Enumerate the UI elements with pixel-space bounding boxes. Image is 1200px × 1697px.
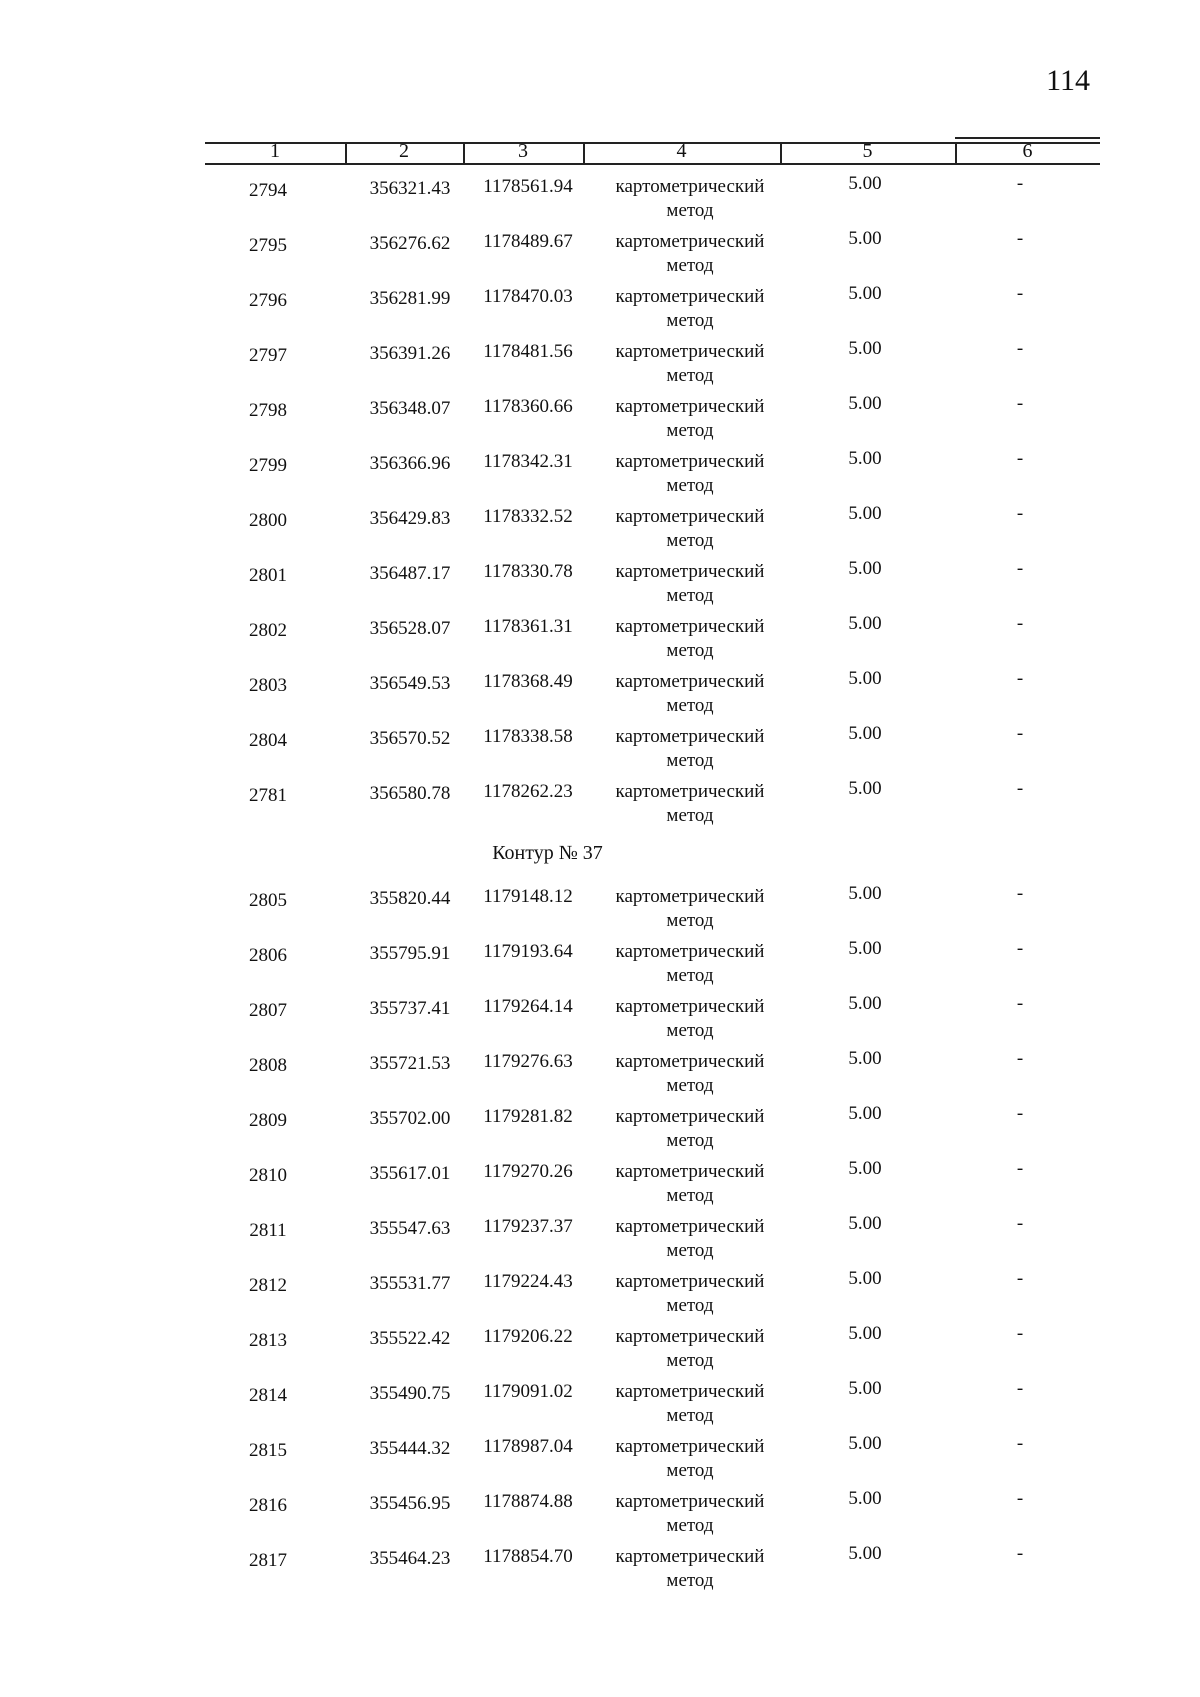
precision-cell: 5.00 bbox=[848, 1543, 882, 1564]
section-title bbox=[205, 830, 1100, 880]
precision-cell: 5.00 bbox=[848, 613, 882, 634]
column-header-3: 3 bbox=[518, 140, 528, 162]
y-coordinate-cell: 1179264.14 bbox=[483, 996, 573, 1017]
precision-cell: 5.00 bbox=[848, 228, 882, 249]
y-coordinate-cell: 1179148.12 bbox=[483, 886, 573, 907]
x-coordinate-cell: 356580.78 bbox=[369, 783, 451, 804]
method-line-1: картометрический bbox=[615, 1436, 765, 1457]
method-line-2: метод bbox=[666, 1020, 714, 1041]
y-coordinate-cell: 1179281.82 bbox=[483, 1106, 573, 1127]
table-row bbox=[205, 1210, 1100, 1265]
note-cell: - bbox=[1016, 393, 1024, 414]
method-cell bbox=[590, 1325, 790, 1373]
precision-cell: 5.00 bbox=[848, 723, 882, 744]
method-cell bbox=[590, 340, 790, 388]
y-coordinate-cell: 1178342.31 bbox=[483, 451, 573, 472]
table-row bbox=[205, 555, 1100, 610]
table-row bbox=[205, 1375, 1100, 1430]
method-line-1: картометрический bbox=[615, 1051, 765, 1072]
note-cell: - bbox=[1016, 173, 1024, 194]
note-cell: - bbox=[1016, 1323, 1024, 1344]
method-cell bbox=[590, 1050, 790, 1098]
note-cell: - bbox=[1016, 503, 1024, 524]
precision-cell: 5.00 bbox=[848, 338, 882, 359]
method-line-1: картометрический bbox=[615, 561, 765, 582]
note-cell: - bbox=[1016, 938, 1024, 959]
precision-cell: 5.00 bbox=[848, 993, 882, 1014]
note-cell: - bbox=[1016, 228, 1024, 249]
x-coordinate-cell: 355795.91 bbox=[369, 943, 451, 964]
precision-cell: 5.00 bbox=[848, 668, 882, 689]
precision-cell: 5.00 bbox=[848, 393, 882, 414]
method-cell bbox=[590, 940, 790, 988]
method-line-1: картометрический bbox=[615, 341, 765, 362]
y-coordinate-cell: 1179237.37 bbox=[483, 1216, 573, 1237]
precision-cell: 5.00 bbox=[848, 503, 882, 524]
y-coordinate-cell: 1178489.67 bbox=[483, 231, 573, 252]
point-number-cell: 2794 bbox=[249, 180, 287, 201]
method-cell bbox=[590, 230, 790, 278]
method-line-1: картометрический bbox=[615, 1326, 765, 1347]
x-coordinate-cell: 355531.77 bbox=[369, 1273, 451, 1294]
header-top-line-extension bbox=[955, 137, 1100, 139]
method-line-1: картометрический bbox=[615, 671, 765, 692]
method-line-2: метод bbox=[666, 420, 714, 441]
header-bottom-line bbox=[205, 163, 1100, 165]
point-number-cell: 2813 bbox=[249, 1330, 287, 1351]
method-line-1: картометрический bbox=[615, 781, 765, 802]
note-cell: - bbox=[1016, 1213, 1024, 1234]
method-line-2: метод bbox=[666, 640, 714, 661]
note-cell: - bbox=[1016, 558, 1024, 579]
point-number-cell: 2806 bbox=[249, 945, 287, 966]
point-number-cell: 2781 bbox=[249, 785, 287, 806]
method-cell bbox=[590, 1545, 790, 1593]
y-coordinate-cell: 1178481.56 bbox=[483, 341, 573, 362]
precision-cell: 5.00 bbox=[848, 448, 882, 469]
method-cell bbox=[590, 615, 790, 663]
method-line-2: метод bbox=[666, 1130, 714, 1151]
table-row bbox=[205, 1320, 1100, 1375]
precision-cell: 5.00 bbox=[848, 1323, 882, 1344]
note-cell: - bbox=[1016, 613, 1024, 634]
method-cell bbox=[590, 1160, 790, 1208]
y-coordinate-cell: 1179224.43 bbox=[483, 1271, 573, 1292]
note-cell: - bbox=[1016, 283, 1024, 304]
method-line-2: метод bbox=[666, 475, 714, 496]
method-cell bbox=[590, 670, 790, 718]
method-line-2: метод bbox=[666, 910, 714, 931]
table-row bbox=[205, 1155, 1100, 1210]
method-line-2: метод bbox=[666, 365, 714, 386]
method-line-2: метод bbox=[666, 1240, 714, 1261]
method-line-1: картометрический bbox=[615, 1161, 765, 1182]
note-cell: - bbox=[1016, 723, 1024, 744]
y-coordinate-cell: 1179193.64 bbox=[483, 941, 573, 962]
method-line-1: картометрический bbox=[615, 231, 765, 252]
point-number-cell: 2805 bbox=[249, 890, 287, 911]
x-coordinate-cell: 355464.23 bbox=[369, 1548, 451, 1569]
y-coordinate-cell: 1178361.31 bbox=[483, 616, 573, 637]
y-coordinate-cell: 1178854.70 bbox=[483, 1546, 573, 1567]
y-coordinate-cell: 1179091.02 bbox=[483, 1381, 573, 1402]
point-number-cell: 2816 bbox=[249, 1495, 287, 1516]
point-number-cell: 2810 bbox=[249, 1165, 287, 1186]
x-coordinate-cell: 356321.43 bbox=[369, 178, 451, 199]
y-coordinate-cell: 1178874.88 bbox=[483, 1491, 573, 1512]
method-line-2: метод bbox=[666, 1295, 714, 1316]
method-line-1: картометрический bbox=[615, 726, 765, 747]
method-line-2: метод bbox=[666, 965, 714, 986]
precision-cell: 5.00 bbox=[848, 1268, 882, 1289]
point-number-cell: 2808 bbox=[249, 1055, 287, 1076]
table-row bbox=[205, 390, 1100, 445]
y-coordinate-cell: 1178368.49 bbox=[483, 671, 573, 692]
method-line-1: картометрический bbox=[615, 176, 765, 197]
method-line-1: картометрический bbox=[615, 506, 765, 527]
note-cell: - bbox=[1016, 1433, 1024, 1454]
table-row bbox=[205, 665, 1100, 720]
column-header-5: 5 bbox=[862, 140, 873, 162]
table-row bbox=[205, 935, 1100, 990]
precision-cell: 5.00 bbox=[848, 1213, 882, 1234]
method-line-1: картометрический bbox=[615, 286, 765, 307]
precision-cell: 5.00 bbox=[848, 778, 882, 799]
precision-cell: 5.00 bbox=[848, 883, 882, 904]
method-cell bbox=[590, 995, 790, 1043]
method-cell bbox=[590, 1490, 790, 1538]
point-number-cell: 2798 bbox=[249, 400, 287, 421]
x-coordinate-cell: 355444.32 bbox=[369, 1438, 451, 1459]
method-cell bbox=[590, 1380, 790, 1428]
method-line-1: картометрический bbox=[615, 1216, 765, 1237]
precision-cell: 5.00 bbox=[848, 1378, 882, 1399]
column-header-6: 6 bbox=[1022, 140, 1033, 162]
method-line-2: метод bbox=[666, 255, 714, 276]
note-cell: - bbox=[1016, 778, 1024, 799]
x-coordinate-cell: 356570.52 bbox=[369, 728, 451, 749]
point-number-cell: 2809 bbox=[249, 1110, 287, 1131]
method-line-1: картометрический bbox=[615, 996, 765, 1017]
x-coordinate-cell: 356391.26 bbox=[369, 343, 451, 364]
precision-cell: 5.00 bbox=[848, 173, 882, 194]
method-line-2: метод bbox=[666, 1515, 714, 1536]
x-coordinate-cell: 355547.63 bbox=[369, 1218, 451, 1239]
x-coordinate-cell: 355702.00 bbox=[369, 1108, 451, 1129]
method-line-2: метод bbox=[666, 1405, 714, 1426]
method-line-2: метод bbox=[666, 695, 714, 716]
method-cell bbox=[590, 560, 790, 608]
point-number-cell: 2811 bbox=[249, 1220, 287, 1241]
method-line-2: метод bbox=[666, 310, 714, 331]
table-row bbox=[205, 1265, 1100, 1320]
table-row bbox=[205, 775, 1100, 830]
table-row bbox=[205, 335, 1100, 390]
precision-cell: 5.00 bbox=[848, 1048, 882, 1069]
method-line-1: картометрический bbox=[615, 616, 765, 637]
method-line-1: картометрический bbox=[615, 1491, 765, 1512]
note-cell: - bbox=[1016, 1543, 1024, 1564]
method-cell bbox=[590, 885, 790, 933]
note-cell: - bbox=[1016, 1268, 1024, 1289]
method-line-2: метод bbox=[666, 750, 714, 771]
x-coordinate-cell: 355737.41 bbox=[369, 998, 451, 1019]
x-coordinate-cell: 356276.62 bbox=[369, 233, 451, 254]
method-line-2: метод bbox=[666, 1075, 714, 1096]
point-number-cell: 2799 bbox=[249, 455, 287, 476]
point-number-cell: 2817 bbox=[249, 1550, 287, 1571]
note-cell: - bbox=[1016, 1378, 1024, 1399]
x-coordinate-cell: 355456.95 bbox=[369, 1493, 451, 1514]
method-cell bbox=[590, 285, 790, 333]
y-coordinate-cell: 1179206.22 bbox=[483, 1326, 573, 1347]
method-line-2: метод bbox=[666, 1350, 714, 1371]
y-coordinate-cell: 1178360.66 bbox=[483, 396, 573, 417]
method-cell bbox=[590, 1215, 790, 1263]
x-coordinate-cell: 356549.53 bbox=[369, 673, 451, 694]
note-cell: - bbox=[1016, 883, 1024, 904]
y-coordinate-cell: 1178330.78 bbox=[483, 561, 573, 582]
y-coordinate-cell: 1178470.03 bbox=[483, 286, 573, 307]
method-cell bbox=[590, 395, 790, 443]
table-row bbox=[205, 225, 1100, 280]
note-cell: - bbox=[1016, 448, 1024, 469]
point-number-cell: 2797 bbox=[249, 345, 287, 366]
precision-cell: 5.00 bbox=[848, 558, 882, 579]
x-coordinate-cell: 355820.44 bbox=[369, 888, 451, 909]
precision-cell: 5.00 bbox=[848, 1103, 882, 1124]
table-row bbox=[205, 720, 1100, 775]
method-line-1: картометрический bbox=[615, 396, 765, 417]
x-coordinate-cell: 355721.53 bbox=[369, 1053, 451, 1074]
y-coordinate-cell: 1179270.26 bbox=[483, 1161, 573, 1182]
method-line-1: картометрический bbox=[615, 451, 765, 472]
precision-cell: 5.00 bbox=[848, 1158, 882, 1179]
y-coordinate-cell: 1178561.94 bbox=[483, 176, 573, 197]
note-cell: - bbox=[1016, 338, 1024, 359]
table-row bbox=[205, 1485, 1100, 1540]
method-line-1: картометрический bbox=[615, 1106, 765, 1127]
table-row bbox=[205, 1540, 1100, 1595]
precision-cell: 5.00 bbox=[848, 1488, 882, 1509]
method-cell bbox=[590, 1270, 790, 1318]
y-coordinate-cell: 1178338.58 bbox=[483, 726, 573, 747]
x-coordinate-cell: 356528.07 bbox=[369, 618, 451, 639]
table-row bbox=[205, 500, 1100, 555]
note-cell: - bbox=[1016, 1158, 1024, 1179]
method-line-1: картометрический bbox=[615, 941, 765, 962]
x-coordinate-cell: 356429.83 bbox=[369, 508, 451, 529]
method-cell bbox=[590, 1435, 790, 1483]
table-row bbox=[205, 610, 1100, 665]
x-coordinate-cell: 356487.17 bbox=[369, 563, 451, 584]
method-line-2: метод bbox=[666, 1570, 714, 1591]
x-coordinate-cell: 355522.42 bbox=[369, 1328, 451, 1349]
method-line-1: картометрический bbox=[615, 1271, 765, 1292]
method-line-2: метод bbox=[666, 530, 714, 551]
method-cell bbox=[590, 725, 790, 773]
page-number: 114 bbox=[1046, 64, 1090, 97]
method-line-1: картометрический bbox=[615, 886, 765, 907]
y-coordinate-cell: 1178987.04 bbox=[483, 1436, 573, 1457]
method-line-2: метод bbox=[666, 1460, 714, 1481]
point-number-cell: 2815 bbox=[249, 1440, 287, 1461]
table-row bbox=[205, 880, 1100, 935]
table-body bbox=[205, 170, 1100, 1595]
table-row bbox=[205, 990, 1100, 1045]
x-coordinate-cell: 356348.07 bbox=[369, 398, 451, 419]
point-number-cell: 2795 bbox=[249, 235, 287, 256]
column-header-1: 1 bbox=[270, 140, 280, 162]
column-header-2: 2 bbox=[399, 140, 409, 162]
method-cell bbox=[590, 780, 790, 828]
table-row bbox=[205, 170, 1100, 225]
point-number-cell: 2812 bbox=[249, 1275, 287, 1296]
method-cell bbox=[590, 1105, 790, 1153]
point-number-cell: 2814 bbox=[249, 1385, 287, 1406]
point-number-cell: 2800 bbox=[249, 510, 287, 531]
point-number-cell: 2796 bbox=[249, 290, 287, 311]
method-line-2: метод bbox=[666, 1185, 714, 1206]
method-cell bbox=[590, 505, 790, 553]
x-coordinate-cell: 355617.01 bbox=[369, 1163, 451, 1184]
x-coordinate-cell: 356366.96 bbox=[369, 453, 451, 474]
note-cell: - bbox=[1016, 668, 1024, 689]
table-row bbox=[205, 1045, 1100, 1100]
table-header bbox=[205, 130, 1100, 164]
precision-cell: 5.00 bbox=[848, 938, 882, 959]
method-line-1: картометрический bbox=[615, 1381, 765, 1402]
method-line-2: метод bbox=[666, 200, 714, 221]
y-coordinate-cell: 1179276.63 bbox=[483, 1051, 573, 1072]
precision-cell: 5.00 bbox=[848, 283, 882, 304]
note-cell: - bbox=[1016, 993, 1024, 1014]
point-number-cell: 2802 bbox=[249, 620, 287, 641]
method-line-1: картометрический bbox=[615, 1546, 765, 1567]
precision-cell: 5.00 bbox=[848, 1433, 882, 1454]
x-coordinate-cell: 356281.99 bbox=[369, 288, 451, 309]
point-number-cell: 2803 bbox=[249, 675, 287, 696]
column-header-4: 4 bbox=[676, 140, 687, 162]
table-row bbox=[205, 445, 1100, 500]
note-cell: - bbox=[1016, 1048, 1024, 1069]
table-row bbox=[205, 1430, 1100, 1485]
method-line-2: метод bbox=[666, 585, 714, 606]
y-coordinate-cell: 1178262.23 bbox=[483, 781, 573, 802]
section-title-text: Контур № 37 bbox=[492, 842, 603, 864]
table-row bbox=[205, 280, 1100, 335]
point-number-cell: 2807 bbox=[249, 1000, 287, 1021]
table-row bbox=[205, 1100, 1100, 1155]
note-cell: - bbox=[1016, 1488, 1024, 1509]
x-coordinate-cell: 355490.75 bbox=[369, 1383, 451, 1404]
note-cell: - bbox=[1016, 1103, 1024, 1124]
point-number-cell: 2804 bbox=[249, 730, 287, 751]
point-number-cell: 2801 bbox=[249, 565, 287, 586]
method-line-2: метод bbox=[666, 805, 714, 826]
method-cell bbox=[590, 450, 790, 498]
method-cell bbox=[590, 175, 790, 223]
y-coordinate-cell: 1178332.52 bbox=[483, 506, 573, 527]
